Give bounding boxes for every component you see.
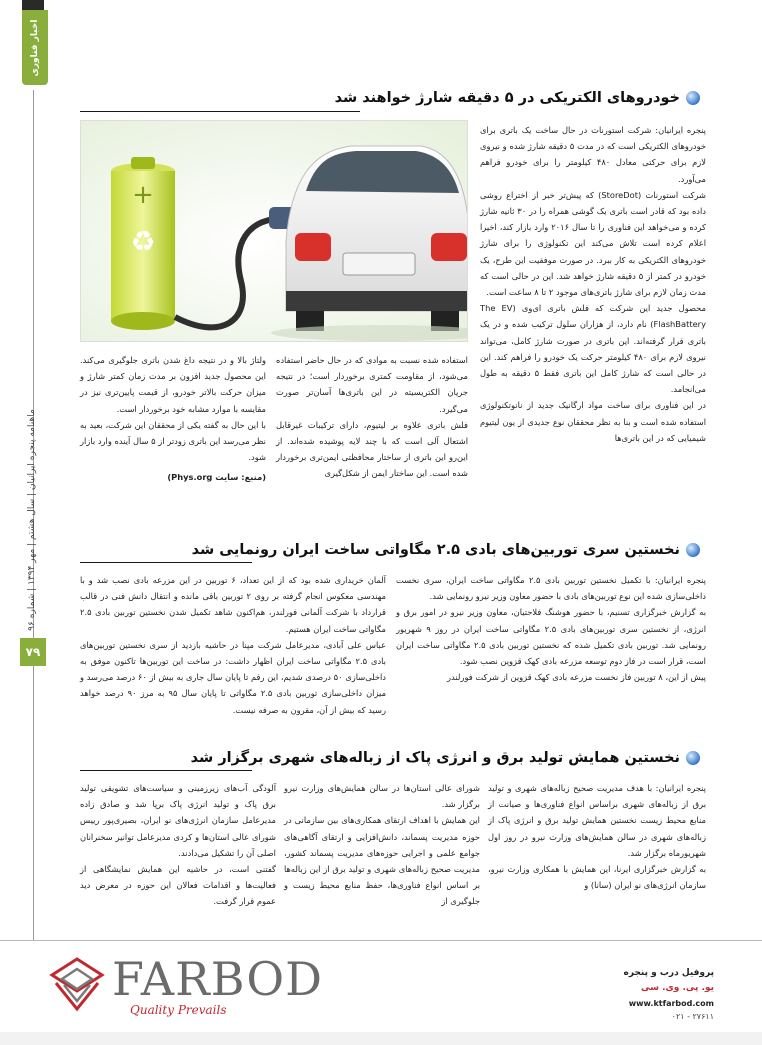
page-number: ۷۹ <box>20 638 46 666</box>
paragraph: گفتنی است، در حاشیه این همایش نمایشگاهی از فعالیت‌ها و اقدامات فعالان این حوزه در معرض دید عموم قرار گرفت. <box>80 864 276 907</box>
ad-website[interactable]: www.ktfarbod.com <box>628 999 714 1008</box>
source-credit: (منبع: سایت Phys.org) <box>167 472 266 483</box>
paragraph: به گزارش خبرگزاری ایرنا، این همایش با همکاری وزارت نیرو، سازمان انرژی‌های نو ایران (سانا) و <box>488 864 706 891</box>
paragraph: شرکت استورنات (StoreDot) که پیش‌تر خبر از اختراع روشی داده بود که قادر است باتری یک گوشی همراه را در ۳۰ ثانیه شارژ کرده و می‌خواهد این فناوری را تا سال ۲۰۱۶ وارد بازار کند، اخیرا اعلام کرده است تلاش می‌کند این تکنولوژی را برای شارژ خودروهای الکتریکی به کار ببرد. در صورت موفقیت این طرح، یک خودرو در کمتر از ۵ دقیقه شارژ خواهد شد. این در حالی است که مدت زمان لازم برای شارژ باتری‌های موجود ۲ تا ۸ ساعت است. <box>480 189 707 298</box>
paragraph: محصول جدید این شرکت که فلش باتری ای‌وی (The EV FlashBattery) نام دارد، از هزاران سلول ترکیب شده و در یک باتری قرار گرفته‌اند. این باتری در صورت شارژ کامل، می‌تواند نیروی لازم برای ۴۸۰ کیلومتر حرکت یک خودرو را فراهم کند. این در حالی است که شارژ کامل این باتری فقط ۵ دقیقه به طول می‌انجامد. <box>480 303 706 395</box>
paragraph: آلودگی آب‌های زیرزمینی و سیاست‌های تشویقی تولید برق پاک و تولید انرژی پاک برپا شد و صادق زاده مدیرعامل سازمان انرژی‌های نو ایران، بصیری‌پور رییس شورای عالی استان‌ها و کردی مدیرعامل توانیر سخنرانان اصلی آن را تشکیل می‌دادند. <box>80 783 276 858</box>
paragraph: به گزارش خبرگزاری تسنیم، با حضور هوشنگ فلاحتیان، معاون وزیر نیرو در امور برق و انرژی، از نخستین سری توربین‌های بادی ۲.۵ مگاواتی ساخت ایران در روز ۹ شهریور رونمایی شد. توربین بادی تکمیل شده که نخستین توربین بادی ۲.۵ مگاواتی ساخت ایران است، قرار است در فاز دوم توسعه مزرعه بادی کهک قزوین نصب شود. <box>396 607 707 667</box>
article1-col-right <box>480 122 706 446</box>
article2-title: نخستین سری توربین‌های بادی ۲.۵ مگاواتی ساخت ایران رونمایی شد <box>191 542 680 558</box>
article2-rule <box>80 562 252 563</box>
farbod-logo-icon <box>48 955 106 1013</box>
svg-text:♻: ♻ <box>130 225 156 258</box>
globe-bullet-icon <box>686 91 700 105</box>
section-tab <box>22 10 48 85</box>
brand-tagline: Quality Prevails <box>130 1003 227 1017</box>
car-charging-image <box>81 121 468 342</box>
article2-col-left <box>80 572 386 718</box>
article3-title: نخستین همایش تولید برق و انرژی پاک از زباله‌های شهری برگزار شد <box>190 750 680 766</box>
article1-heading <box>335 90 700 106</box>
paragraph: ولتاژ بالا و در نتیجه داغ شدن باتری جلوگیری می‌کند. این محصول جدید افزون بر مدت زمان کمتر شارژ و میزان حرکت بالاتر خودرو، از قیمت پایین‌تری نیز در مقایسه با موارد مشابه خود برخوردار است. <box>80 355 266 414</box>
ad-product-line: پروفیل درب و پنجره <box>623 968 714 978</box>
brand-name: FARBOD <box>112 952 324 1006</box>
paragraph: با این حال به گفته یکی از محققان این شرکت، بعید به نظر می‌رسد این باتری زودتر از ۵ سال آینده وارد بازار شود. <box>80 419 266 463</box>
issue-line: ماهنامه پنجره ایرانیان | سال هشتم | مهر ۱۳۹۴ | شماره ۹۶ <box>27 409 37 631</box>
issue-info <box>19 400 45 640</box>
article1-title: خودروهای الکتریکی در ۵ دقیقه شارژ خواهند شد <box>334 90 680 106</box>
ad-phone: ۰۲۱ - ۲۷۶۱۱ <box>671 1012 714 1021</box>
bottom-bar <box>0 1032 762 1045</box>
article1-col-left <box>80 352 266 486</box>
ad-material-line: یو. پی. وی. سی <box>641 983 714 993</box>
globe-bullet-icon <box>686 543 700 557</box>
side-top-block <box>22 0 44 10</box>
svg-text:+: + <box>132 180 154 210</box>
article1-rule <box>80 111 360 112</box>
paragraph: عباس علی آبادی، مدیرعامل شرکت مپنا در حاشیه بازدید از سری نخستین توربین‌های بادی ۲.۵ مگاواتی ساخت ایران اظهار داشت: در ساخت این توربین‌ها تاکنون موفق به داخلی‌سازی ۵۰ درصدی شدیم، این رقم تا پایان سال جاری به بیش از ۶۰ درصد می‌رسد و میزان داخلی‌سازی توربین بادی ۲.۵ مگاواتی تا پایان سال ۹۵ به مرز ۹۰ درصد خواهد رسید که بیش از آن، مقرون به صرفه نیست. <box>80 639 387 715</box>
article3-col-left <box>80 780 276 910</box>
paragraph: آلمان خریداری شده بود که از این تعداد، ۶ توربین در این مزرعه بادی نصب شد و با مهندسی معکوس انجام گرفته بر روی ۲ توربین باقی مانده و انتقال دانش فنی در قالب قرارداد با شرکت آلمانی فورلندر، هم‌اکنون شاهد تکمیل شدن نخستین توربین بادی ۲.۵ مگاواتی ساخت ایران هستیم. <box>80 575 386 634</box>
paragraph: پیش از این، ۸ توربین فاز نخست مزرعه بادی کهک قزوین از شرکت فورلندر <box>447 672 706 683</box>
paragraph: فلش باتری علاوه بر لیتیوم، دارای ترکیبات غیرقابل اشتعال آلی است که با چند لایه پوشیده شده‌اند. از این‌رو این باتری از ساختار محافظتی ایمن‌تری برخوردار شده است. این ساختار ایمن از شکل‌گیری <box>276 419 468 479</box>
section-label: اخبار فناوری <box>30 19 40 76</box>
side-strip <box>0 0 62 1045</box>
paragraph: استفاده شده نسبت به موادی که در حال حاضر استفاده می‌شود، از مقاومت کمتری برخوردار است؛ در نتیجه جریان الکتریسیته در این باتری‌ها آسان‌تر صورت می‌گیرد. <box>276 355 468 414</box>
paragraph: شورای عالی استان‌ها در سالن همایش‌های وزارت نیرو برگزار شد. <box>284 783 480 810</box>
globe-bullet-icon <box>686 751 700 765</box>
paragraph: پنجره ایرانیان: با هدف مدیریت صحیح زباله‌های شهری و تولید برق از زباله‌های شهری براساس انواع فناوری‌ها و صیانت از منابع محیط زیست نخستین همایش تولید برق و انرژی پاک از زباله‌های شهری در سالن همایش‌های وزارت نیرو در روز اول شهریورماه برگزار شد. <box>488 783 706 858</box>
article3-rule <box>80 770 252 771</box>
electric-car-illustration <box>80 120 468 342</box>
footer-divider <box>0 940 762 941</box>
article2-heading <box>192 542 700 558</box>
article3-heading <box>191 750 700 766</box>
article3-col-right <box>488 780 706 893</box>
article2-col-right <box>396 572 706 685</box>
paragraph: این همایش با اهداف ارتقای همکاری‌های بین سازمانی در حوزه مدیریت پسماند، دانش‌افزایی و ارتقای آگاهی‌های جوامع علمی و اجرایی حوزه‌های مدیریت پسماند کشور، مدیریت صحیح زباله‌های شهری و تولید برق از این زباله‌ها بر اساس انواع فناوری‌ها، حفظ منابع محیط زیست و جلوگیری از <box>284 815 480 907</box>
paragraph: در این فناوری برای ساخت مواد ارگانیک جدید از نانوتکنولوژی استفاده شده است و بنا به نظر محققان نوع جدیدی از یون لیتیوم شیمیایی که در این باتری‌ها <box>480 400 706 443</box>
paragraph: پنجره ایرانیان: با تکمیل نخستین توربین بادی ۲.۵ مگاواتی ساخت ایران، سری نخست داخلی‌سازی شده این نوع توربین‌های بادی با حضور معاون وزیر نیرو رونمایی شد. <box>396 575 706 602</box>
article1-col-middle <box>276 352 468 482</box>
paragraph: پنجره ایرانیان: شرکت استورنات در حال ساخت یک باتری برای خودروهای الکتریکی است که در مدت ۵ دقیقه شارژ شده و نیروی لازم برای حرکتی معادل ۴۸۰ کیلومتر را برای خودرو فراهم می‌آورد. <box>480 125 706 184</box>
article3-col-middle <box>284 780 480 910</box>
